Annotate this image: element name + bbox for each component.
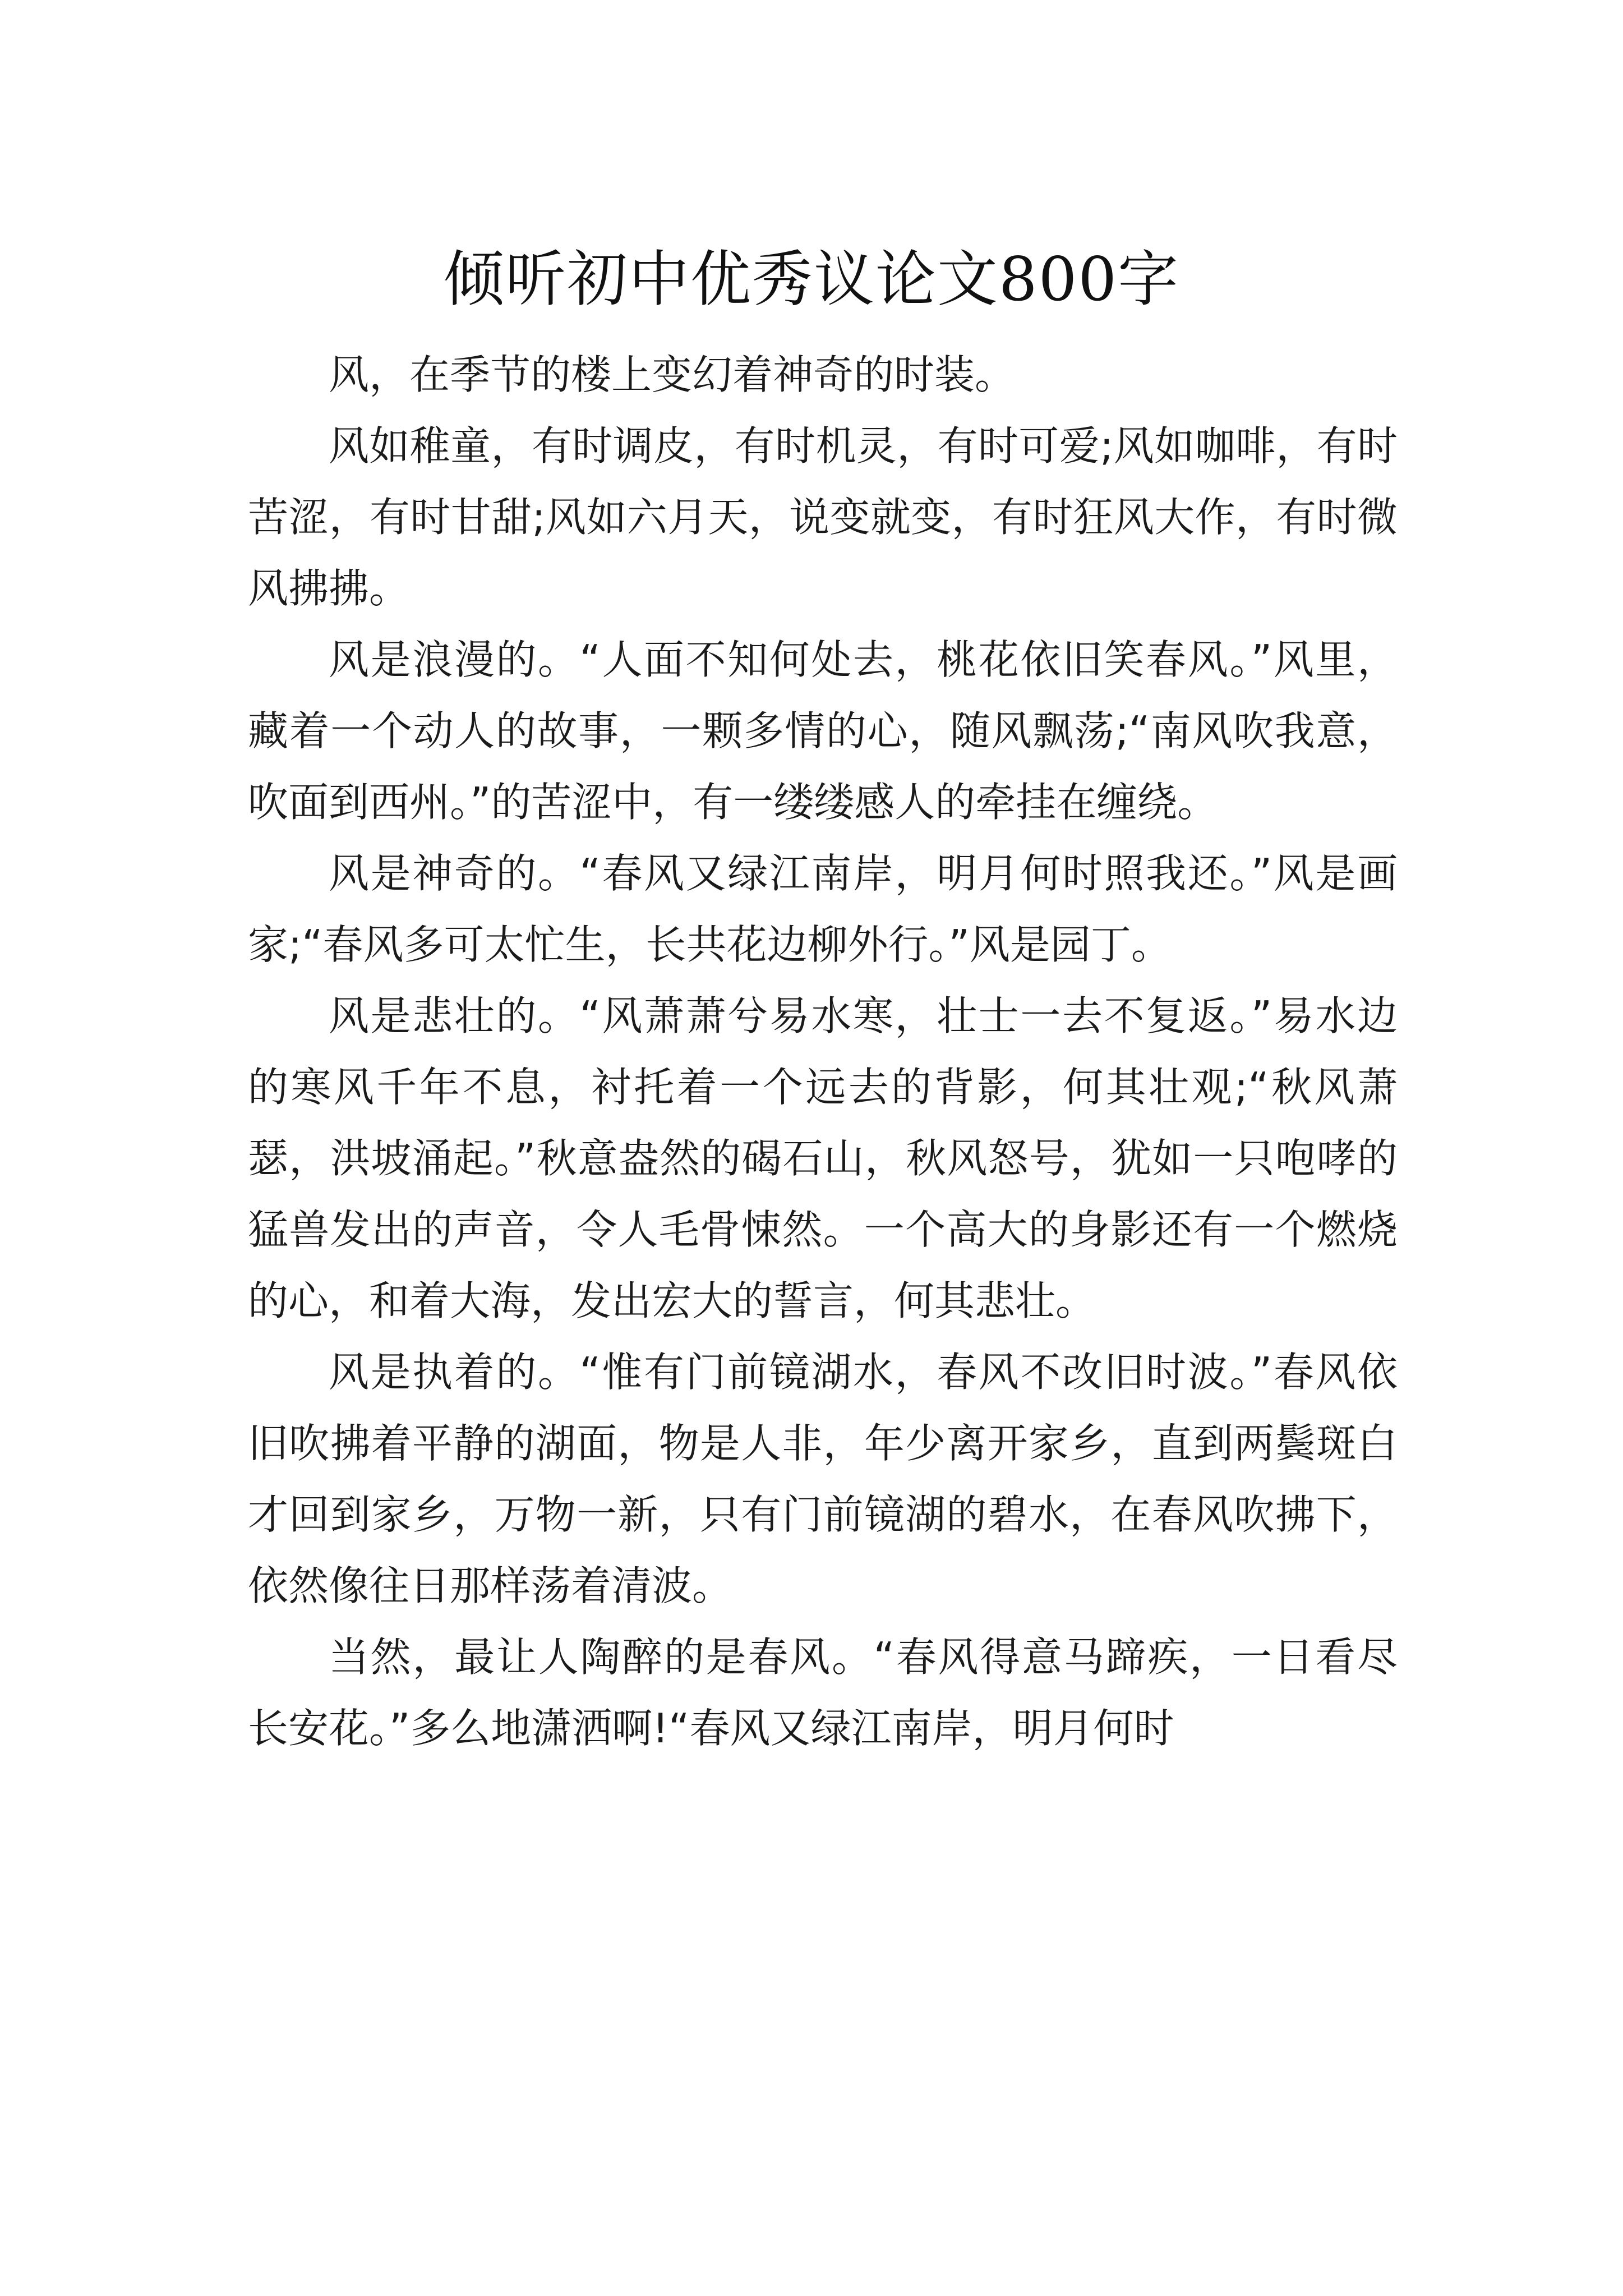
paragraph: 风如稚童，有时调皮，有时机灵，有时可爱;风如咖啡，有时苦涩，有时甘甜;风如六月天，说变就变，有时狂风大作，有时微风拂拂。 xyxy=(248,422,1398,612)
paragraph: 当然，最让人陶醉的是春风。“春风得意马蹄疾，一日看尽长安花。”多么地潇洒啊!“春风又绿江南岸，明月何时 xyxy=(248,1634,1398,1752)
document-title: 倾听初中优秀议论文800字 xyxy=(443,245,1180,315)
paragraph: 风是执着的。“惟有门前镜湖水，春风不改旧时波。”春风依旧吹拂着平静的湖面，物是人非，年少离开家乡，直到两鬓斑白才回到家乡，万物一新，只有门前镜湖的碧水，在春风吹拂下，依然像往日那样荡着清波。 xyxy=(248,1349,1398,1609)
paragraph: 风是悲壮的。“风萧萧兮易水寒，壮士一去不复返。”易水边的寒风千年不息，衬托着一个远去的背影，何其壮观;“秋风萧瑟，洪坡涌起。”秋意盎然的碣石山，秋风怒号，犹如一只咆哮的猛兽发出的声音，令人毛骨悚然。一个高大的身影还有一个燃烧的心，和着大海，发出宏大的誓言，何其悲壮。 xyxy=(248,992,1398,1324)
paragraph: 风是神奇的。“春风又绿江南岸，明月何时照我还。”风是画家;“春风多可太忙生，长共花边柳外行。”风是园丁。 xyxy=(248,850,1398,968)
document-body xyxy=(248,339,1398,1764)
paragraph: 风，在季节的楼上变幻着神奇的时装。 xyxy=(329,351,1016,398)
paragraph: 风是浪漫的。“人面不知何处去，桃花依旧笑春风。”风里，藏着一个动人的故事，一颗多情的心，随风飘荡;“南风吹我意，吹面到西州。”的苦涩中，有一缕缕感人的牵挂在缠绕。 xyxy=(248,636,1398,826)
